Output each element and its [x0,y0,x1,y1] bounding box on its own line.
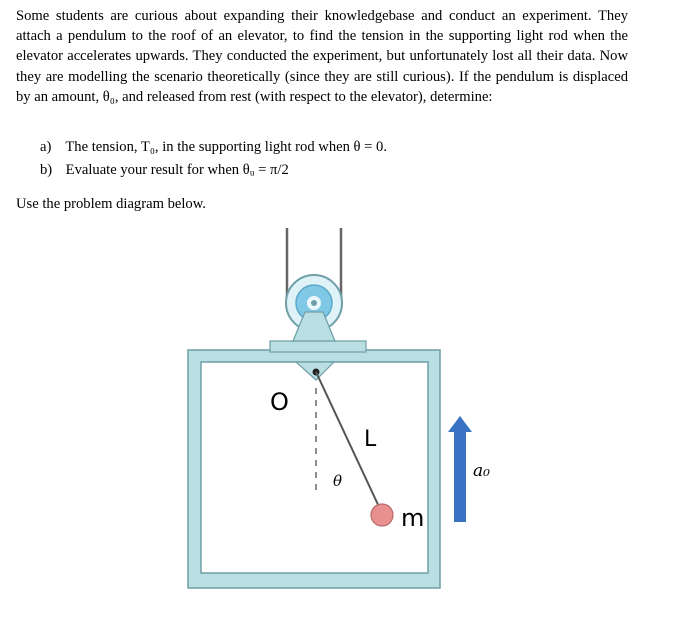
pulley-axle [311,300,317,306]
question-a-label: a) [40,139,52,155]
pendulum-bob [371,504,393,526]
acceleration-label: a₀ [473,461,490,481]
question-b-label: b) [40,162,53,178]
pivot-label: O [270,388,289,416]
question-b-text: Evaluate your result for when θᵤ = π/2 [65,162,289,178]
mass-label: m [401,504,425,532]
rod-length-label: L [364,427,377,452]
elevator-interior [201,362,428,573]
instruction-text: Use the problem diagram below. [16,196,206,212]
acceleration-arrow-icon [448,416,472,522]
angle-label: θ [333,472,343,490]
roof-bracket [270,341,366,352]
question-a-text: The tension, T₀, in the supporting light rod when θ = 0. [65,139,388,155]
problem-paragraph: Some students are curious about expanding their knowledgebase and conduct an experiment. They attach a pendulum to the roof of an elevator, to find the tension in the supporting light rod when the elevator accelerates upwards. They conducted the experiment, but unfortunately lost all their data. Now they are modelling the scenario theoretically (since they are still curious). If the pendulum is displaced by an amount, θ₀, and released from rest (with respect to the elevator), determine: [16,8,628,105]
